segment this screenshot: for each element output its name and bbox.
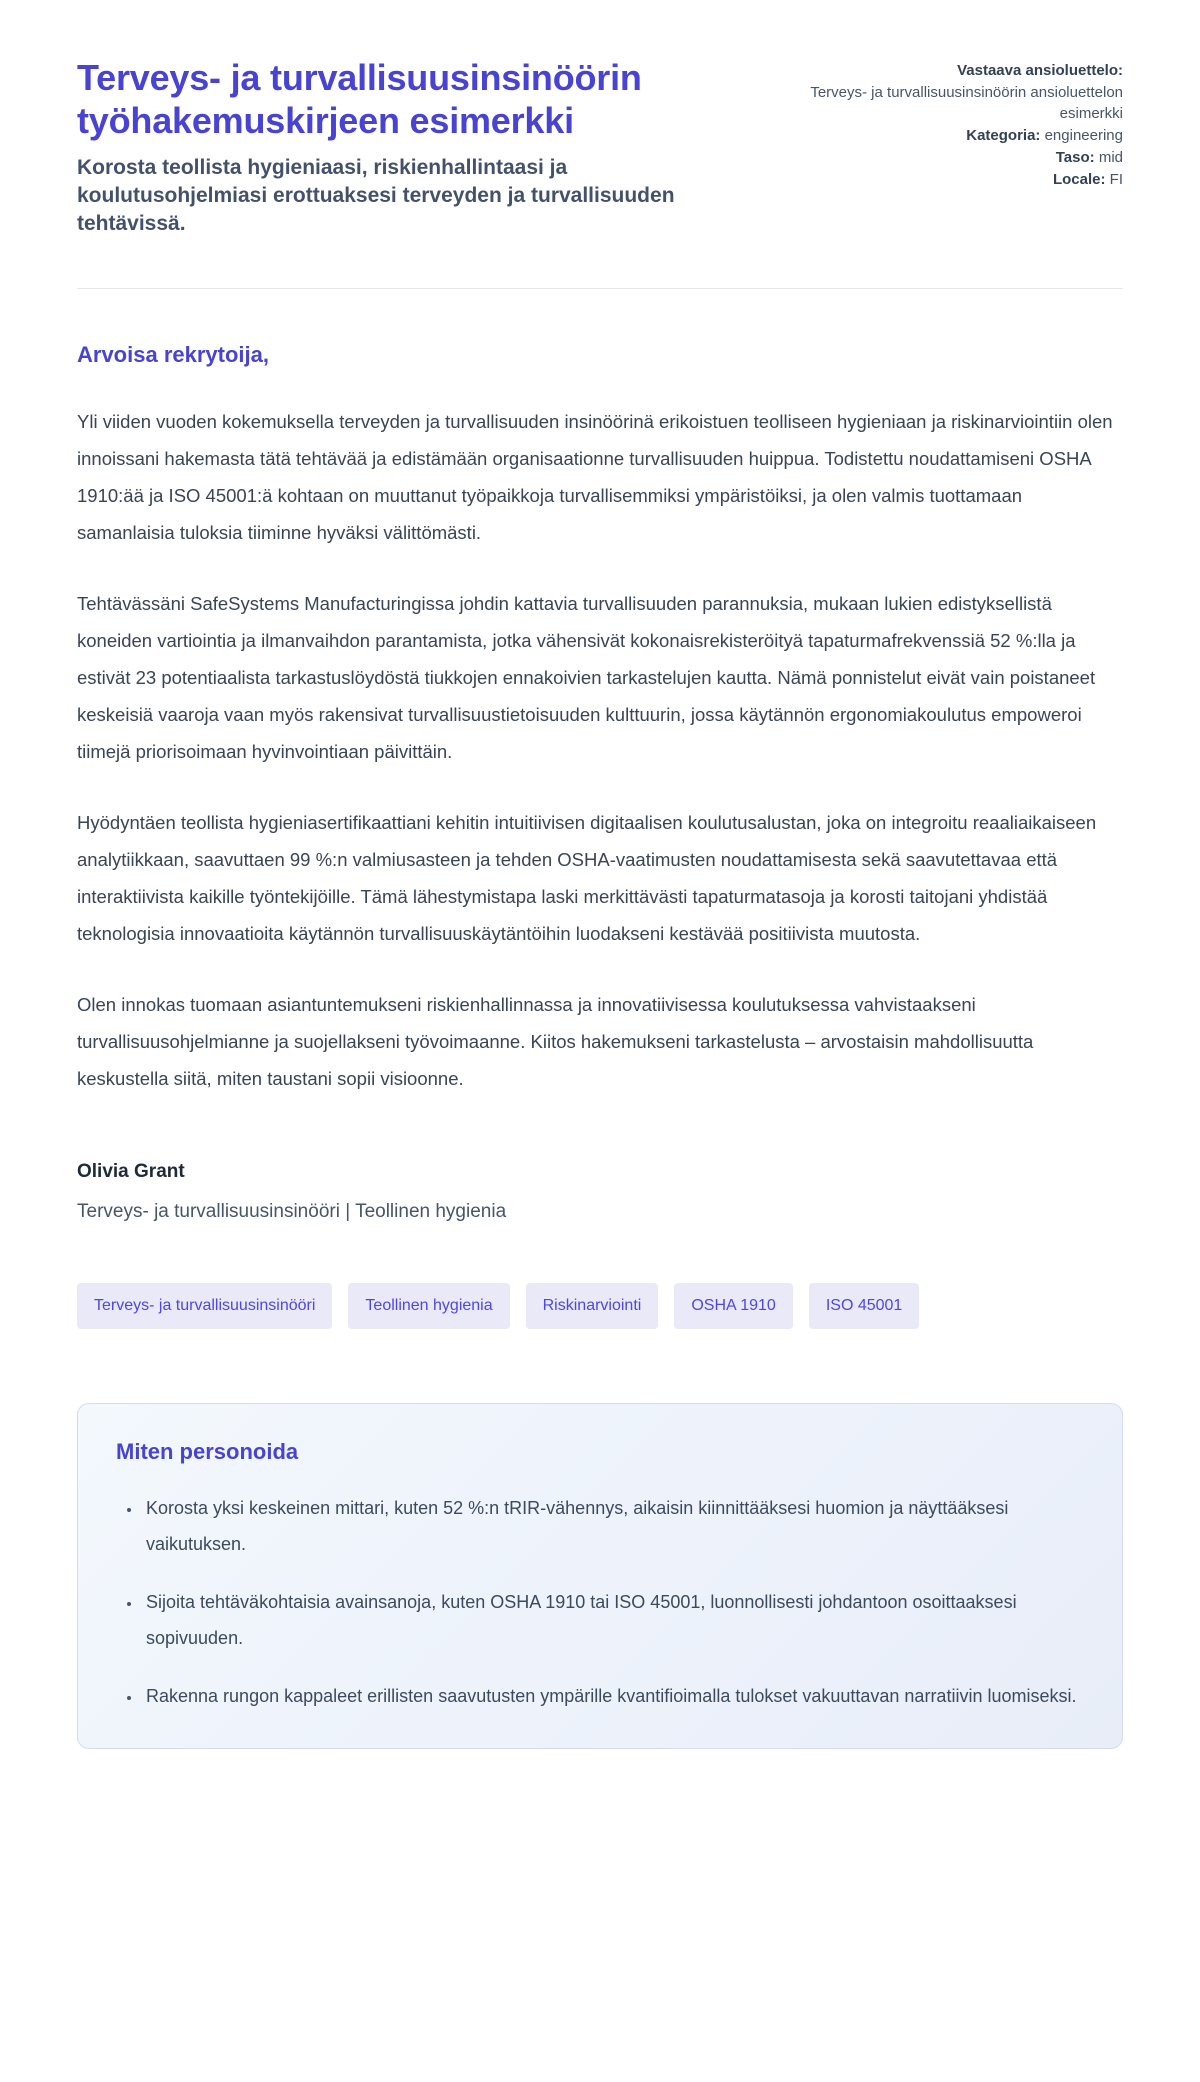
- tag-chip[interactable]: Riskinarviointi: [526, 1283, 659, 1329]
- tag-chip[interactable]: OSHA 1910: [674, 1283, 793, 1329]
- header-title-block: [77, 56, 697, 238]
- meta-category: [793, 125, 1123, 146]
- signature-name: Olivia Grant: [77, 1161, 185, 1182]
- meta-level-label: Taso:: [1055, 149, 1095, 166]
- meta-level: [793, 147, 1123, 168]
- tip-item: • Korosta yksi keskeinen mittari, kuten 52 %:n tRIR-vähennys, aikaisin kiinnittääksesi huomion ja näyttääksesi vaikutuksen.: [142, 1490, 1084, 1562]
- header-divider: [77, 288, 1123, 289]
- meta-category-value: engineering: [1044, 127, 1123, 144]
- meta-resume-link[interactable]: Terveys- ja turvallisuusinsinöörin ansioluettelon esimerkki: [810, 84, 1123, 122]
- letter-paragraph: Olen innokas tuomaan asiantuntemukseni riskienhallinnassa ja innovatiivisessa koulutuksessa vahvistaakseni turvallisuusohjelmianne ja suojellakseni työvoimaanne. Kiitos hakemukseni tarkastelusta – arvostaisin mahdollisuutta keskustella siitä, miten taustani sopii visioonne.: [77, 994, 1034, 1089]
- page-header: [77, 56, 1123, 238]
- tips-list: [116, 1490, 1084, 1714]
- letter-paragraph: Hyödyntäen teollista hygieniasertifikaattiani kehitin intuitiivisen digitaalisen koulutusalustan, joka on integroitu reaaliaikaiseen analytiikkaan, saavuttaen 99 %:n valmiusasteen ja tehden OSHA-vaatimusten noudattamisesta sekä saavutettavaa että interaktiivista kaikille työntekijöille. Tämä lähestymistapa laski merkittävästi tapaturmatasoja ja korosti taitojani yhdistää teknologisia innovaatioita käytännön turvallisuuskäytäntöihin luodakseni kestävää positiivista muutosta.: [77, 812, 1097, 944]
- cover-letter: [77, 341, 1123, 1225]
- page-title: Terveys- ja turvallisuusinsinöörin työhakemuskirjeen esimerkki: [77, 57, 642, 141]
- meta-locale-value: FI: [1109, 171, 1123, 188]
- tag-chip[interactable]: Terveys- ja turvallisuusinsinööri: [77, 1283, 332, 1329]
- meta-locale: [793, 169, 1123, 190]
- page-container: [77, 0, 1123, 1799]
- signature-role: Terveys- ja turvallisuusinsinööri | Teollinen hygienia: [77, 1201, 507, 1222]
- tip-item: • Rakenna rungon kappaleet erillisten saavutusten ympärille kvantifioimalla tulokset vakuuttavan narratiivin luomiseksi.: [142, 1678, 1084, 1714]
- meta-category-label: Kategoria:: [966, 127, 1041, 144]
- letter-greeting: Arvoisa rekrytoija,: [77, 342, 269, 367]
- meta-resume-label: Vastaava ansioluettelo:: [957, 62, 1123, 79]
- tip-item: • Sijoita tehtäväkohtaisia avainsanoja, kuten OSHA 1910 tai ISO 45001, luonnollisesti johdantoon osoittaaksesi sopivuuden.: [142, 1584, 1084, 1656]
- letter-paragraph: Yli viiden vuoden kokemuksella terveyden ja turvallisuuden insinöörinä erikoistuen teolliseen hygieniaan ja riskinarviointiin olen innoissani hakemasta tätä tehtävää ja edistämään organisaationne turvallisuuden huippua. Todistettu noudattamiseni OSHA 1910:ää ja ISO 45001:ä kohtaan on muuttanut työpaikkoja turvallisemmiksi ympäristöiksi, ja olen valmis tuottamaan samanlaisia tuloksia tiiminne hyväksi välittömästi.: [77, 411, 1113, 543]
- tips-box: [77, 1403, 1123, 1749]
- meta-locale-label: Locale:: [1052, 171, 1106, 188]
- tag-chip[interactable]: Teollinen hygienia: [348, 1283, 509, 1329]
- keyword-tags: [77, 1283, 1123, 1329]
- page-subtitle: Korosta teollista hygieniaasi, riskienhallintaasi ja koulutusohjelmiasi erottuaksesi terveyden ja turvallisuuden tehtävissä.: [77, 156, 675, 235]
- tips-title: Miten personoida: [116, 1439, 299, 1464]
- tag-chip[interactable]: ISO 45001: [809, 1283, 920, 1329]
- meta-panel: [793, 56, 1123, 191]
- letter-paragraph: Tehtävässäni SafeSystems Manufacturingissa johdin kattavia turvallisuuden parannuksia, mukaan lukien edistyksellistä koneiden vartiointia ja ilmanvaihdon parantamista, jotka vähensivät kokonaisrekisteröityä tapaturmafrekvenssiä 52 %:lla ja estivät 23 potentiaalista tarkastuslöydöstä tiukkojen ennakoivien tarkastelujen kautta. Nämä ponnistelut eivät vain poistaneet keskeisiä vaaroja vaan myös rakensivat turvallisuustietoisuuden kulttuurin, jossa käytännön ergonomiakoulutus empoweroi tiimejä priorisoimaan hyvinvointiaan päivittäin.: [77, 593, 1096, 762]
- meta-level-value: mid: [1098, 149, 1123, 166]
